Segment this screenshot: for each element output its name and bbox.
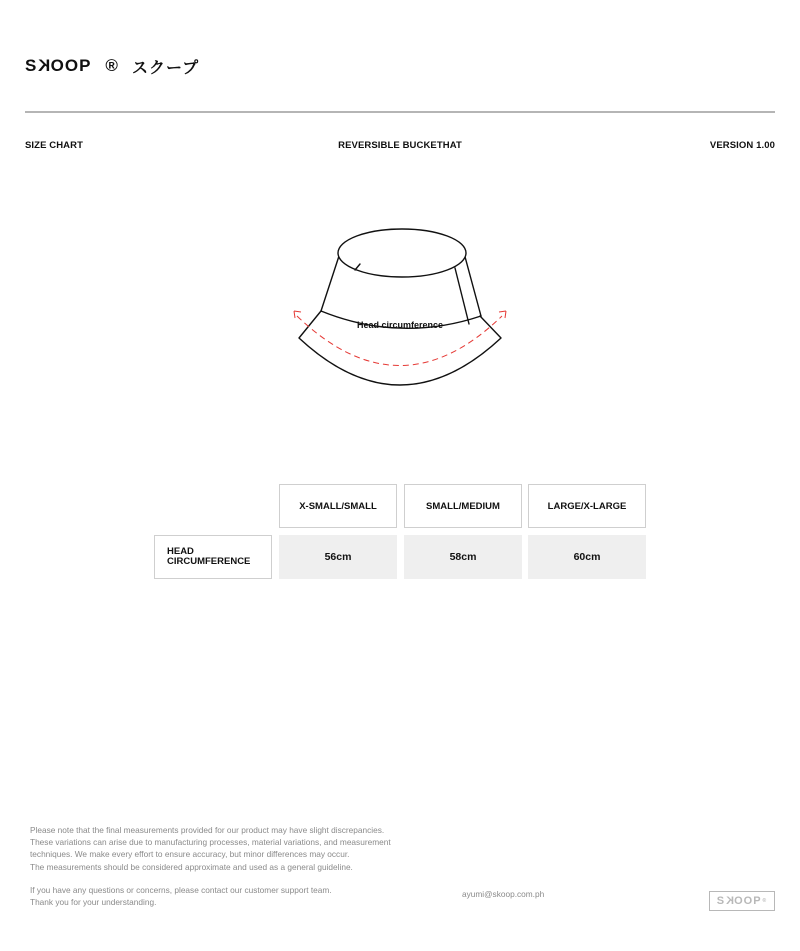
hat-seam bbox=[455, 268, 469, 324]
column-header-xs-s: X-SMALL/SMALL bbox=[279, 484, 397, 528]
header-divider bbox=[25, 111, 775, 113]
column-header-l-xl: LARGE/X-LARGE bbox=[528, 484, 646, 528]
value-l-xl: 60cm bbox=[528, 535, 646, 579]
bucket-hat-diagram bbox=[280, 220, 520, 400]
footer-logo: S K OOP ® bbox=[709, 891, 775, 911]
brand-wordmark: SKOOP bbox=[25, 56, 92, 75]
hat-crown-right bbox=[464, 253, 481, 316]
product-title: REVERSIBLE BUCKETHAT bbox=[338, 140, 462, 151]
value-s-m: 58cm bbox=[404, 535, 522, 579]
contact-note: If you have any questions or concerns, please contact our customer support team. Thank you for your understanding. bbox=[30, 885, 332, 908]
version-label: VERSION 1.00 bbox=[709, 140, 775, 151]
value-xs-s: 56cm bbox=[279, 535, 397, 579]
column-header-s-m: SMALL/MEDIUM bbox=[404, 484, 522, 528]
brand-header bbox=[25, 55, 199, 77]
brand-katakana: スクープ bbox=[131, 59, 200, 77]
support-email[interactable]: ayumi@skoop.com.ph bbox=[462, 889, 545, 899]
head-circumference-label: Head circumference bbox=[356, 320, 444, 330]
row-label-head-circumference: HEAD CIRCUMFERENCE bbox=[154, 535, 272, 579]
measurement-disclaimer: Please note that the final measurements provided for our product may have slight discrepancies. These variations can arise due to manufacturing processes, material variations, and measurement techniques. We make every effort to ensure accuracy, but minor differences may occur. The measurements should be considered approximate and used as a general guideline. bbox=[30, 825, 391, 872]
registered-mark: ® bbox=[105, 56, 118, 75]
hat-crown-left bbox=[321, 256, 339, 311]
arrow-right-icon bbox=[499, 311, 506, 318]
bucket-hat-illustration bbox=[280, 220, 520, 400]
size-chart-label: SIZE CHART bbox=[25, 140, 83, 151]
hat-top bbox=[338, 229, 466, 277]
